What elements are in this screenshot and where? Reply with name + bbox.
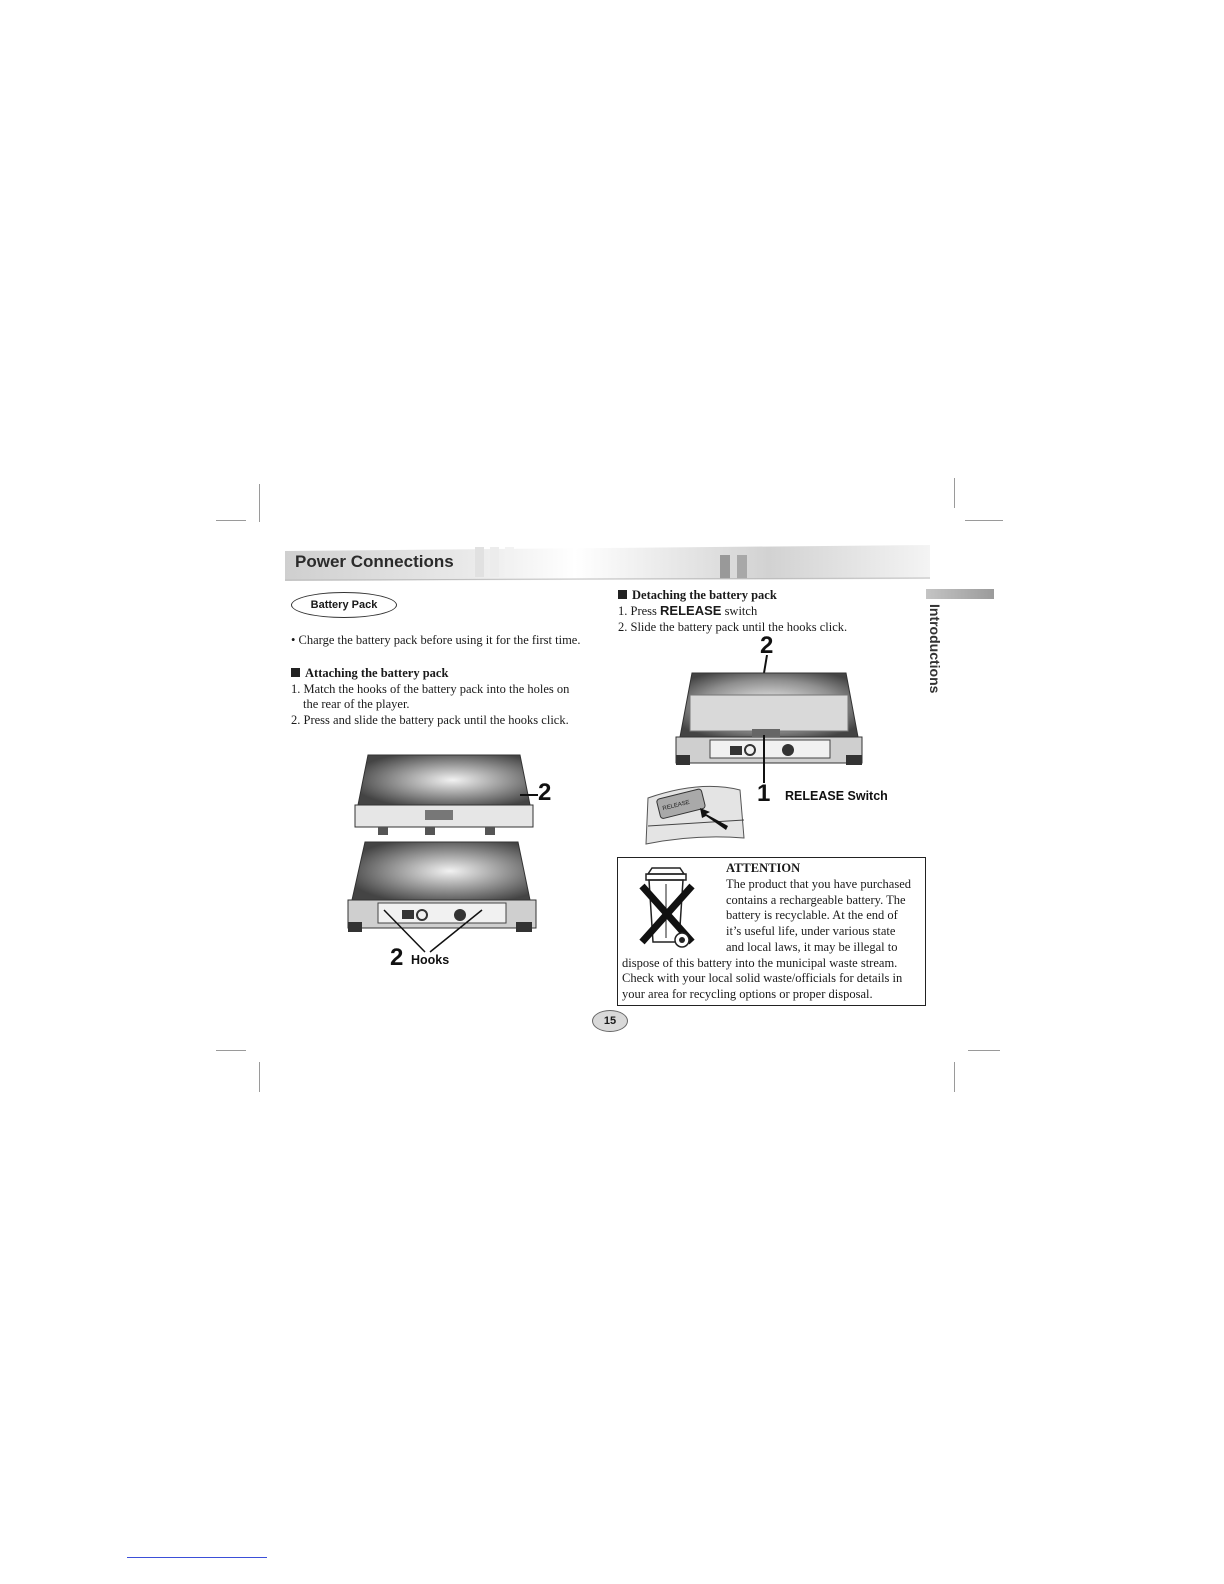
crop-mark (954, 478, 955, 508)
crop-mark (965, 520, 1003, 521)
attach-heading-text: Attaching the battery pack (305, 666, 449, 680)
crossed-out-bin-icon (636, 864, 700, 950)
callout-hooks-number: 2 (390, 944, 404, 971)
crop-mark (259, 1062, 260, 1092)
release-switch-closeup (640, 780, 750, 852)
side-tab-label: Introductions (927, 604, 943, 694)
attention-line: The product that you have purchased (726, 877, 912, 891)
attention-line: contains a rechargeable battery. The (726, 893, 906, 907)
callout-leader (520, 790, 540, 800)
attention-line: dispose of this battery into the municipal waste stream. (622, 956, 898, 970)
attach-step-1-cont: the rear of the player. (303, 697, 410, 711)
callout-hooks-label: Hooks (411, 953, 450, 967)
attention-line: Check with your local solid waste/officials for details in (622, 971, 903, 985)
page-number: 15 (592, 1010, 628, 1032)
attach-step-1: 1. Match the hooks of the battery pack into the holes on (291, 682, 570, 696)
crop-mark (259, 484, 260, 522)
detach-step-2: 2. Slide the battery pack until the hooks click. (618, 620, 848, 634)
attention-line: and local laws, it may be illegal to (726, 940, 898, 954)
square-bullet-icon (291, 668, 300, 677)
callout-step-2: 2 (538, 779, 552, 806)
crop-mark (968, 1050, 1000, 1051)
detach-step-1-suffix: switch (721, 604, 758, 618)
crop-mark (954, 1062, 955, 1092)
battery-pack-badge: Battery Pack (291, 592, 397, 618)
release-keyword: RELEASE (660, 603, 722, 618)
square-bullet-icon (618, 590, 627, 599)
crop-mark (216, 1050, 246, 1051)
callout-release-number: 1 (757, 780, 771, 807)
attention-line: your area for recycling options or proper disposal. (622, 987, 873, 1001)
attention-line: it’s useful life, under various state (726, 924, 896, 938)
detach-heading (618, 587, 777, 603)
callout-slide-2: 2 (760, 632, 774, 659)
attention-title: ATTENTION (726, 861, 801, 875)
side-tab (927, 604, 945, 704)
attach-heading (291, 665, 448, 681)
detach-heading-text: Detaching the battery pack (632, 588, 777, 602)
attention-line: battery is recyclable. At the end of (726, 908, 898, 922)
callout-release-label: RELEASE Switch (785, 789, 888, 803)
detach-step-1 (618, 603, 757, 619)
side-tab-bar (926, 589, 994, 599)
footer-link-underline[interactable] (127, 1557, 267, 1558)
release-switch-text: RELEASE (662, 799, 691, 813)
page-title: Power Connections (295, 552, 454, 571)
detach-step-1-prefix: 1. Press (618, 604, 661, 618)
crop-mark (216, 520, 246, 521)
bullet-text: • Charge the battery pack before using it for the first time. (291, 633, 581, 647)
attach-step-2: 2. Press and slide the battery pack until the hooks click. (291, 713, 569, 727)
attention-box (617, 857, 926, 1006)
